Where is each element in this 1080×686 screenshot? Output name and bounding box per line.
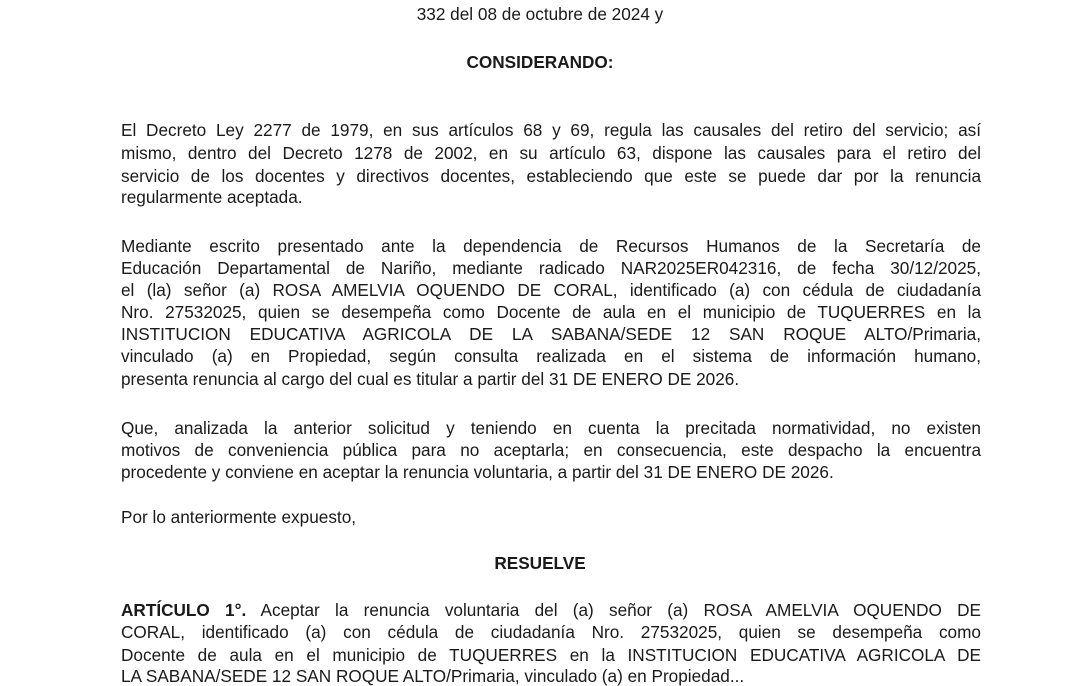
paragraph-line: CORAL, identificado (a) con cédula de ciudadanía Nro. 27532025, quien se desempeña como	[121, 622, 981, 642]
paragraph-line: vinculado (a) en Propiedad, según consulta realizada en el sistema de información humano,	[121, 346, 981, 366]
paragraph-line: Mediante escrito presentado ante la dependencia de Recursos Humanos de la Secretaría de	[121, 236, 981, 256]
paragraph-line: mismo, dentro del Decreto 1278 de 2002, en su artículo 63, dispone las causales para el retiro del	[121, 143, 981, 163]
paragraph-line: Que, analizada la anterior solicitud y teniendo en cuenta la precitada normatividad, no existen	[121, 418, 981, 438]
paragraph-line: Por lo anteriormente expuesto,	[121, 507, 357, 527]
paragraph-line: presenta renuncia al cargo del cual es titular a partir del 31 DE ENERO DE 2026.	[121, 369, 740, 389]
paragraph-line: Educación Departamental de Nariño, mediante radicado NAR2025ER042316, de fecha 30/12/2025,	[121, 258, 981, 278]
paragraph-line: Nro. 27532025, quien se desempeña como Docente de aula en el municipio de TUQUERRES en la	[121, 302, 981, 322]
paragraph-line: regularmente aceptada.	[121, 187, 303, 207]
considerando-title: CONSIDERANDO:	[466, 52, 614, 72]
article-1-first-line	[121, 600, 981, 620]
paragraph-line: motivos de conveniencia pública para no aceptarla; en consecuencia, este despacho la encuentra	[121, 440, 981, 460]
paragraph-line: El Decreto Ley 2277 de 1979, en sus artículos 68 y 69, regula las causales del retiro del servicio; así	[121, 120, 981, 140]
paragraph-line: procedente y conviene en aceptar la renuncia voluntaria, a partir del 31 DE ENERO DE 2026.	[121, 462, 834, 482]
paragraph-line: INSTITUCION EDUCATIVA AGRICOLA DE LA SABANA/SEDE 12 SAN ROQUE ALTO/Primaria,	[121, 324, 981, 344]
resuelve-title: RESUELVE	[494, 553, 586, 573]
paragraph-line: servicio de los docentes y directivos docentes, estableciendo que este se puede dar por la renuncia	[121, 166, 981, 186]
article-1-text: Aceptar la renuncia voluntaria del (a) señor (a) ROSA AMELVIA OQUENDO DE	[246, 600, 981, 620]
header-line: 332 del 08 de octubre de 2024 y	[416, 4, 664, 24]
paragraph-line: Docente de aula en el municipio de TUQUERRES en la INSTITUCION EDUCATIVA AGRICOLA DE	[121, 645, 981, 665]
article-1-label: ARTÍCULO 1°.	[121, 600, 247, 620]
paragraph-line: el (la) señor (a) ROSA AMELVIA OQUENDO DE CORAL, identificado (a) con cédula de ciudadanía	[121, 280, 981, 300]
paragraph-line: LA SABANA/SEDE 12 SAN ROQUE ALTO/Primaria, vinculado (a) en Propiedad...	[121, 666, 745, 686]
